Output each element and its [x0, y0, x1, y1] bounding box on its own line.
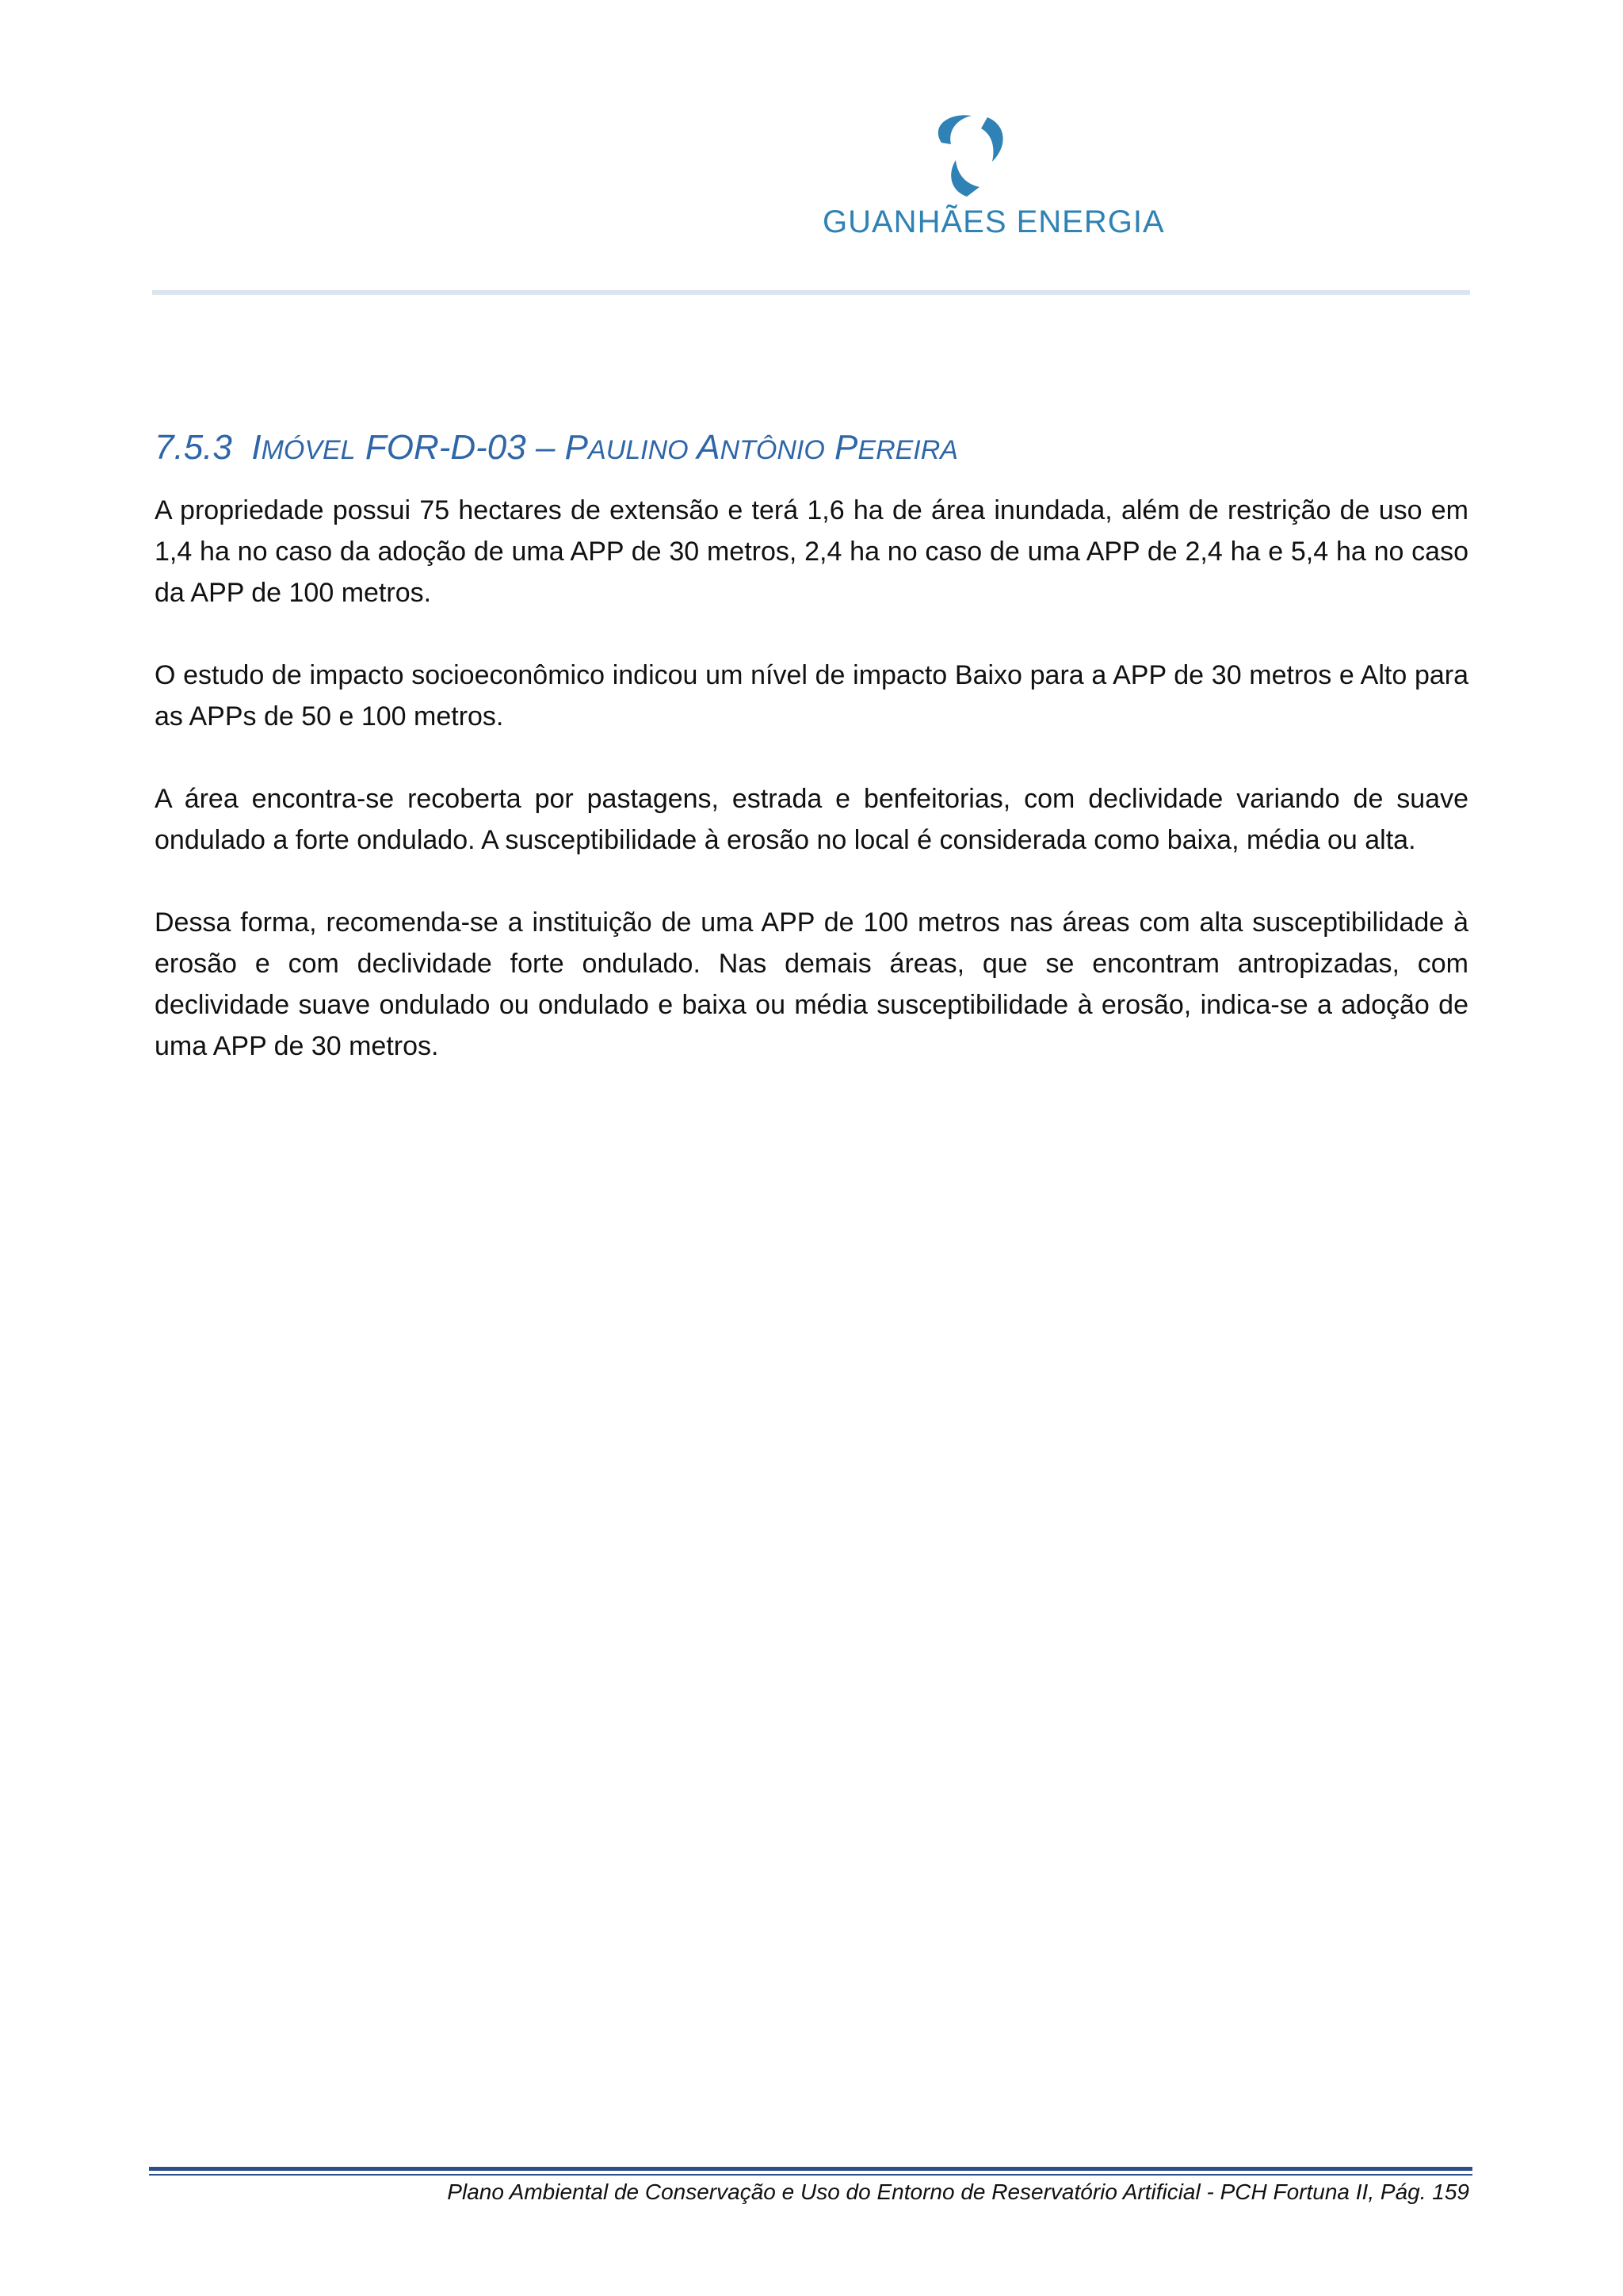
- paragraph-land-cover: A área encontra-se recoberta por pastagens, estrada e benfeitorias, com declividade variando de suave ondulado a forte ondulado. A susceptibilidade à erosão no local é considerada como baixa, média ou alta.: [155, 784, 1468, 855]
- section-heading: [155, 428, 958, 468]
- heading-owner-first-name: PAULINO: [564, 428, 689, 467]
- heading-owner-middle-name: ANTÔNIO: [697, 428, 825, 467]
- heading-owner-last-name: PEREIRA: [834, 428, 958, 467]
- page-footer: Plano Ambiental de Conservação e Uso do Entorno de Reservatório Artificial - PCH Fortuna II, Pág. 159: [447, 2179, 1469, 2204]
- heading-property-code: FOR-D-03 –: [365, 428, 556, 467]
- section-body: [155, 490, 1468, 1108]
- logo-wordmark: GUANHÃES ENERGIA: [823, 204, 1165, 239]
- paragraph-socioeconomic-impact: O estudo de impacto socioeconômico indicou um nível de impacto Baixo para a APP de 30 metros e Alto para as APPs de 50 e 100 metros.: [155, 660, 1468, 732]
- header-divider: [152, 290, 1470, 295]
- heading-word-imovel: IMÓVEL: [251, 428, 356, 467]
- paragraph-recommendation: Dessa forma, recomenda-se a instituição de uma APP de 100 metros nas áreas com alta susceptibilidade à erosão e com declividade forte ondulado. Nas demais áreas, que se encontram antropizadas, com declividade suave ondulado ou ondulado e baixa ou média susceptibilidade à erosão, indica-se a adoção de uma APP de 30 metros.: [155, 907, 1468, 1061]
- section-number: 7.5.3: [155, 428, 232, 467]
- footer-divider-thin: [149, 2174, 1472, 2176]
- paragraph-property-area: A propriedade possui 75 hectares de extensão e terá 1,6 ha de área inundada, além de restrição de uso em 1,4 ha no caso da adoção de uma APP de 30 metros, 2,4 ha no caso de uma APP de 2,4 ha e 5,4 ha no caso da APP de 100 metros.: [155, 495, 1468, 608]
- footer-divider: [149, 2167, 1472, 2171]
- company-logo: [816, 111, 1165, 246]
- guanhaes-swirl-icon: [919, 111, 1014, 200]
